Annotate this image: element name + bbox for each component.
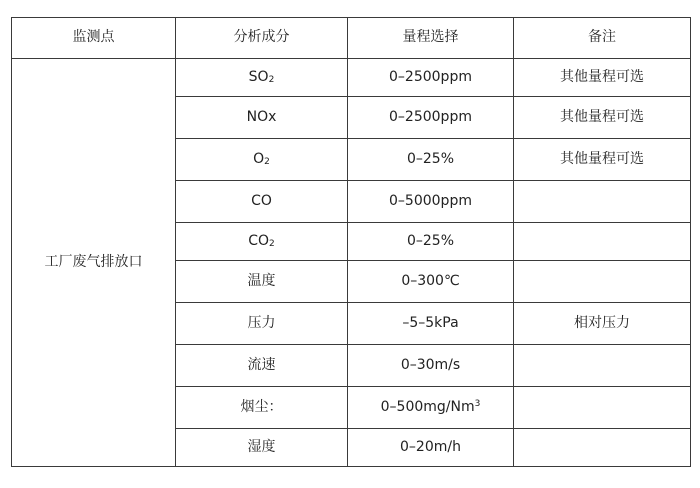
range-cell: 0–2500ppm [348, 59, 514, 97]
header-note: 备注 [514, 18, 691, 59]
component-cell: 温度 [176, 261, 348, 303]
table-row [12, 59, 691, 97]
range-cell: 0–25% [348, 223, 514, 261]
component-subscript: 2 [269, 238, 275, 249]
note-cell: 其他量程可选 [514, 97, 691, 139]
header-range: 量程选择 [348, 18, 514, 59]
component-cell: 压力 [176, 303, 348, 345]
component-name: O [253, 150, 265, 167]
range-cell: 0–25% [348, 139, 514, 181]
component-name: CO [248, 232, 270, 249]
note-cell [514, 261, 691, 303]
range-cell: 0–30m/s [348, 345, 514, 387]
header-component: 分析成分 [176, 18, 348, 59]
note-cell: 其他量程可选 [514, 139, 691, 181]
component-cell: 湿度 [176, 429, 348, 467]
range-cell: –5–5kPa [348, 303, 514, 345]
component-cell [176, 59, 348, 97]
range-cell: 0–5000ppm [348, 181, 514, 223]
component-cell [176, 223, 348, 261]
component-name: SO [248, 68, 269, 85]
component-cell [176, 139, 348, 181]
range-cell [348, 387, 514, 429]
range-cell: 0–300℃ [348, 261, 514, 303]
header-monitoring-point: 监测点 [12, 18, 176, 59]
note-cell [514, 429, 691, 467]
note-cell [514, 387, 691, 429]
monitoring-point-cell: 工厂废气排放口 [12, 59, 176, 467]
component-cell: 烟尘： [176, 387, 348, 429]
component-subscript: 2 [264, 156, 270, 167]
range-cell: 0–2500ppm [348, 97, 514, 139]
note-cell [514, 223, 691, 261]
note-cell [514, 181, 691, 223]
range-cell: 0–20m/h [348, 429, 514, 467]
component-cell: CO [176, 181, 348, 223]
monitoring-spec-table [11, 17, 691, 467]
range-superscript: 3 [474, 398, 481, 409]
note-cell: 相对压力 [514, 303, 691, 345]
component-cell: 流速 [176, 345, 348, 387]
range-value: 0–500mg/Nm [380, 398, 475, 415]
note-cell [514, 345, 691, 387]
table-header-row [12, 18, 691, 59]
note-cell: 其他量程可选 [514, 59, 691, 97]
component-subscript: 2 [268, 74, 275, 85]
component-cell: NOx [176, 97, 348, 139]
